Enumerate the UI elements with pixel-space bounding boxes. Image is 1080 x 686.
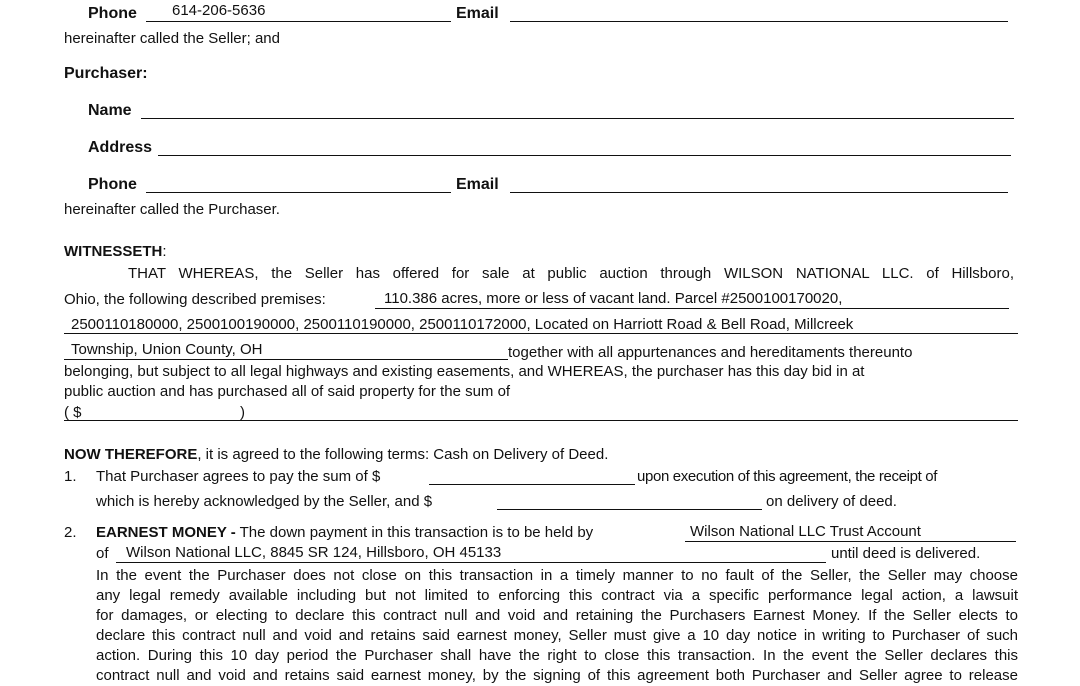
purchaser-phone-label: Phone bbox=[88, 176, 137, 193]
sum-close-paren: ) bbox=[240, 404, 245, 421]
seller-phone-label: Phone bbox=[88, 5, 137, 22]
sum-open-paren: ( $ bbox=[64, 404, 82, 421]
item-1-text-d: on delivery of deed. bbox=[766, 493, 897, 510]
purchaser-heading: Purchaser: bbox=[64, 65, 148, 82]
seller-phone-value[interactable]: 614-206-5636 bbox=[172, 2, 266, 19]
paragraph-line: declare this contract null and void and retains said earnest money, Seller must give a 10 day notice in writing to Purchaser of such bbox=[96, 627, 1018, 644]
item-1-number: 1. bbox=[64, 468, 77, 485]
premises-line-1 bbox=[375, 308, 1009, 309]
item-1-text-c: which is hereby acknowledged by the Seller, and $ bbox=[96, 493, 433, 510]
item-1-amount-line-2[interactable] bbox=[497, 509, 762, 510]
purchaser-email-label: Email bbox=[456, 176, 499, 193]
premises-line-3 bbox=[64, 359, 508, 360]
purchaser-called-text: hereinafter called the Purchaser. bbox=[64, 201, 280, 218]
purchaser-phone-line[interactable] bbox=[146, 192, 451, 193]
paragraph-line: In the event the Purchaser does not close on this transaction in a timely manner to no fault of the Seller, the Seller may choose bbox=[96, 567, 1018, 584]
item-2-text-a: EARNEST MONEY - The down payment in this transaction is to be held by bbox=[96, 524, 594, 541]
paragraph-line: action. During this 10 day period the Purchaser shall have the right to close this transaction. In the event the Seller declares this bbox=[96, 647, 1018, 664]
seller-email-line[interactable] bbox=[510, 21, 1008, 22]
item-1-text-a: That Purchaser agrees to pay the sum of $ bbox=[96, 468, 381, 485]
paragraph-line: for damages, or electing to declare this contract null and void and retaining the Purchasers Earnest Money. If the Seller elects to bbox=[96, 607, 1018, 624]
item-2-of: of bbox=[96, 545, 109, 562]
terms-heading: NOW THEREFORE, it is agreed to the following terms: Cash on Delivery of Deed. bbox=[64, 446, 609, 463]
purchaser-name-label: Name bbox=[88, 102, 132, 119]
seller-email-label: Email bbox=[456, 5, 499, 22]
sum-words-line[interactable] bbox=[64, 420, 1018, 421]
seller-phone-line bbox=[146, 21, 451, 22]
earnest-address-value[interactable]: Wilson National LLC, 8845 SR 124, Hillsboro, OH 45133 bbox=[126, 544, 502, 561]
seller-called-text: hereinafter called the Seller; and bbox=[64, 30, 280, 47]
earnest-address-line bbox=[116, 562, 826, 563]
premises-line-2 bbox=[64, 333, 1018, 334]
witnesseth-line-5: belonging, but subject to all legal highways and existing easements, and WHEREAS, the purchaser has this day bid in at bbox=[64, 363, 865, 380]
item-1-text-b: upon execution of this agreement, the receipt of bbox=[637, 468, 938, 485]
purchaser-address-line[interactable] bbox=[158, 155, 1011, 156]
premises-value-3[interactable]: Township, Union County, OH bbox=[71, 341, 263, 358]
item-1-amount-line-1[interactable] bbox=[429, 484, 635, 485]
earnest-money-paragraph bbox=[96, 566, 1018, 686]
witnesseth-heading: WITNESSETH: bbox=[64, 243, 167, 260]
witnesseth-line-2-prefix: Ohio, the following described premises: bbox=[64, 291, 326, 308]
paragraph-line: contract null and void and retains said earnest money, by the signing of this agreement both Purchaser and Seller agree to release bbox=[96, 667, 1018, 684]
earnest-holder-value[interactable]: Wilson National LLC Trust Account bbox=[690, 523, 921, 540]
earnest-holder-line bbox=[685, 541, 1016, 542]
paragraph-line: any legal remedy available including but not limited to enforcing this contract via a specific performance legal action, a lawsuit bbox=[96, 587, 1018, 604]
witnesseth-line-6: public auction and has purchased all of said property for the sum of bbox=[64, 383, 511, 400]
purchaser-name-line[interactable] bbox=[141, 118, 1014, 119]
premises-value-1[interactable]: 110.386 acres, more or less of vacant land. Parcel #2500100170020, bbox=[384, 290, 843, 307]
item-2-number: 2. bbox=[64, 524, 77, 541]
item-2-until: until deed is delivered. bbox=[831, 545, 981, 562]
purchaser-email-line[interactable] bbox=[510, 192, 1008, 193]
witnesseth-line-4-suffix: together with all appurtenances and hereditaments thereunto bbox=[508, 344, 913, 361]
purchaser-address-label: Address bbox=[88, 139, 153, 156]
witnesseth-line-1: THAT WHEREAS, the Seller has offered for sale at public auction through WILSON NATIONAL LLC. of Hillsboro, bbox=[128, 265, 1014, 282]
premises-value-2[interactable]: 2500110180000, 2500100190000, 2500110190000, 2500110172000, Located on Harriott Road & Bell Road, Millcreek bbox=[71, 316, 854, 333]
